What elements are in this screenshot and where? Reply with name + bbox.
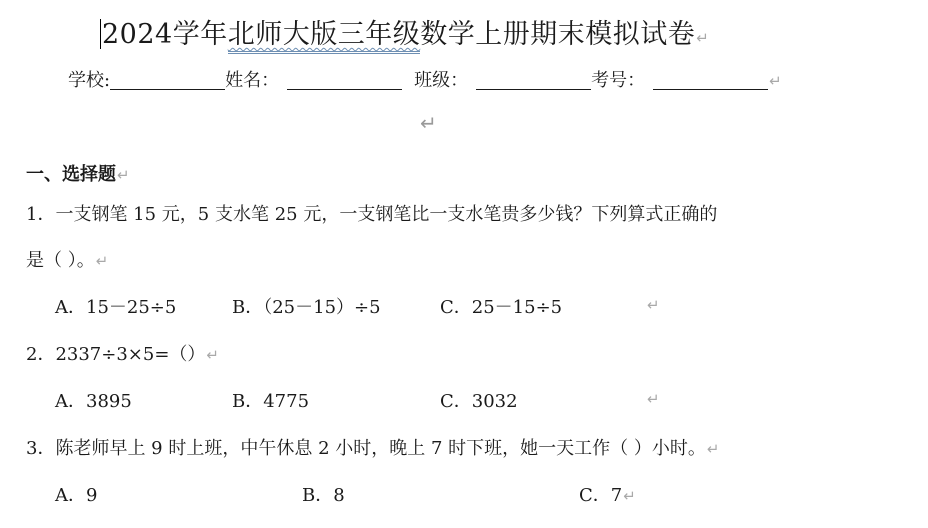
paragraph-mark-icon: ↵ [117,166,130,184]
question-1-option-b[interactable]: B．（25－15）÷5 [232,297,381,318]
number-label: 考号： [591,70,646,91]
question-1-line-1: 1．一支钢笔 15 元，5 支水笔 25 元，一支钢笔比一支水笔贵多少钱？下列算式正确的 [26,204,718,225]
title-prefix: 2024学年 [102,19,228,50]
class-blank[interactable] [476,71,591,90]
school-label: 学校: [68,70,111,91]
class-label: 班级： [414,70,469,91]
question-1-line-2: 是（ ）。↵ [26,250,109,271]
question-2-line-1: 2．2337÷3×5=（）↵ [26,344,219,365]
title-underlined-text: 北师大版三年级 [228,19,421,54]
paragraph-mark-icon: ↵ [95,252,109,270]
text-cursor [100,19,101,49]
paragraph-mark-icon: ↵ [706,440,720,458]
paragraph-mark-icon: ↵ [623,487,636,505]
paragraph-mark-icon: ↵ [206,346,219,364]
number-blank[interactable] [653,71,768,90]
question-2-option-c[interactable]: C．3032 [440,391,518,412]
paragraph-mark-icon: ↵ [647,390,660,408]
title-suffix: 数学上册期末模拟试卷 [420,19,696,50]
document-title [100,12,709,51]
section-heading-label: 一、选择题 [26,164,116,185]
question-1-option-a[interactable]: A．15－25÷5 [55,297,177,318]
question-3-option-a[interactable]: A．9 [55,485,98,506]
question-2-option-a[interactable]: A．3895 [55,391,132,412]
question-1-option-c[interactable]: C．25－15÷5 [440,297,563,318]
student-info-row [68,66,782,92]
paragraph-mark-icon: ↵ [696,29,710,47]
question-3-option-b[interactable]: B．8 [302,485,345,506]
section-heading [26,160,130,186]
question-3-option-c[interactable]: C．7↵ [579,485,636,506]
paragraph-mark-icon: ↵ [769,72,782,90]
school-blank[interactable] [110,71,225,90]
empty-paragraph-mark-icon: ↵ [420,111,437,135]
question-2-option-b[interactable]: B．4775 [232,391,310,412]
name-label: 姓名： [225,70,280,91]
paragraph-mark-icon: ↵ [647,296,660,314]
question-3-line-1: 3．陈老师早上 9 时上班，中午休息 2 小时，晚上 7 时下班，她一天工作（ ）小时。↵ [26,438,720,459]
name-blank[interactable] [287,71,402,90]
